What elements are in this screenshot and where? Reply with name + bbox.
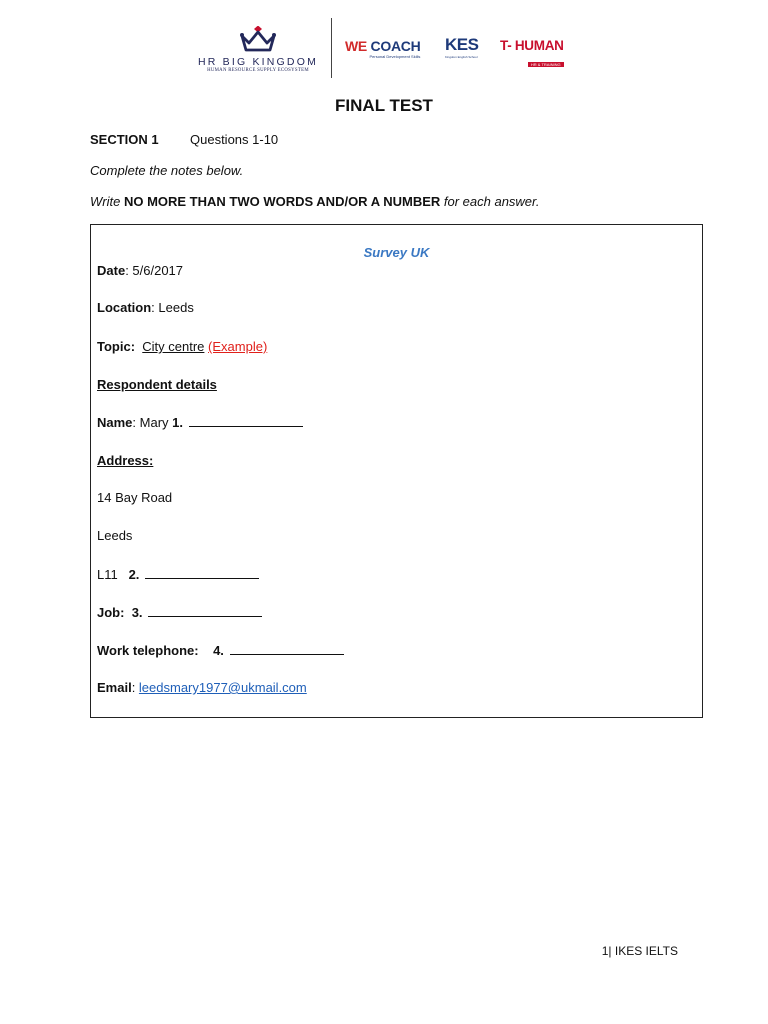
date-label: Date [97, 263, 126, 278]
work-telephone-row [97, 642, 344, 658]
address-line-1: 14 Bay Road [97, 490, 173, 505]
thuman-logo [500, 38, 564, 71]
kes-logo [445, 35, 478, 59]
q1-answer-blank[interactable] [189, 414, 303, 427]
hr-big-kingdom-logo [193, 26, 323, 73]
q1-number: 1. [172, 415, 183, 430]
respondent-heading: Respondent details [97, 377, 217, 392]
location-label: Location [97, 300, 152, 315]
email-label: Email [97, 680, 132, 695]
kes-tagline: Kingdom English School [445, 55, 478, 59]
thuman-name: T- HUMAN [500, 38, 564, 53]
instruction-bold: NO MORE THAN TWO WORDS AND/OR A NUMBER [123, 194, 441, 209]
email-link[interactable]: leedsmary1977@ukmail.com [138, 680, 307, 695]
instruction-line-2 [90, 194, 540, 209]
q3-number: 3. [131, 605, 143, 620]
kes-name: KES [445, 35, 479, 54]
wecoach-tagline: Personal Development Skills [369, 54, 421, 59]
topic-example: (Example) [208, 339, 268, 354]
postcode-row [97, 566, 259, 582]
page-title: FINAL TEST [335, 96, 433, 115]
footer-text: IKES IELTS [614, 944, 678, 958]
location-row [97, 300, 194, 315]
q2-number: 2. [128, 567, 140, 582]
thuman-tagline: HR & TRAINING [528, 62, 564, 67]
crown-icon [238, 26, 278, 54]
q4-number: 4. [213, 643, 224, 658]
date-row [97, 263, 183, 278]
wecoach-logo [345, 38, 420, 59]
name-label: Name [97, 415, 133, 430]
topic-value: City centre [142, 339, 205, 354]
notes-heading: Survey UK [363, 245, 430, 260]
q2-answer-blank[interactable] [145, 566, 259, 579]
date-value: : 5/6/2017 [125, 263, 184, 278]
topic-label: Topic: [97, 339, 136, 354]
footer [602, 944, 678, 958]
topic-row [97, 339, 267, 354]
postcode-prefix: L11 [97, 567, 118, 582]
wecoach-part2: COACH [370, 38, 421, 54]
job-label: Job: [97, 605, 125, 620]
address-line-2: Leeds [97, 528, 133, 543]
address-heading: Address: [97, 453, 154, 468]
section-line [90, 132, 159, 147]
section-questions: Questions 1-10 [190, 132, 279, 147]
footer-page-number: 1| [601, 944, 612, 958]
email-sep: : [131, 680, 139, 695]
section-label: SECTION 1 [90, 132, 159, 147]
hrbk-tagline: HUMAN RESOURCE SUPPLY ECOSYSTEM [207, 68, 309, 73]
job-row [97, 604, 262, 620]
instruction-line-1: Complete the notes below. [90, 163, 244, 178]
name-value: : Mary [132, 415, 173, 430]
logo-divider [331, 18, 332, 78]
email-row [97, 680, 307, 695]
hrbk-name: HR BIG KINGDOM [197, 56, 319, 68]
location-value: : Leeds [151, 300, 194, 315]
name-row [97, 414, 303, 430]
instruction-pre: Write [90, 194, 124, 209]
instruction-post: for each answer. [440, 194, 540, 209]
q3-answer-blank[interactable] [148, 604, 262, 617]
wecoach-part1: WE [345, 38, 367, 54]
work-telephone-label: Work telephone: [97, 643, 199, 658]
q4-answer-blank[interactable] [230, 642, 344, 655]
